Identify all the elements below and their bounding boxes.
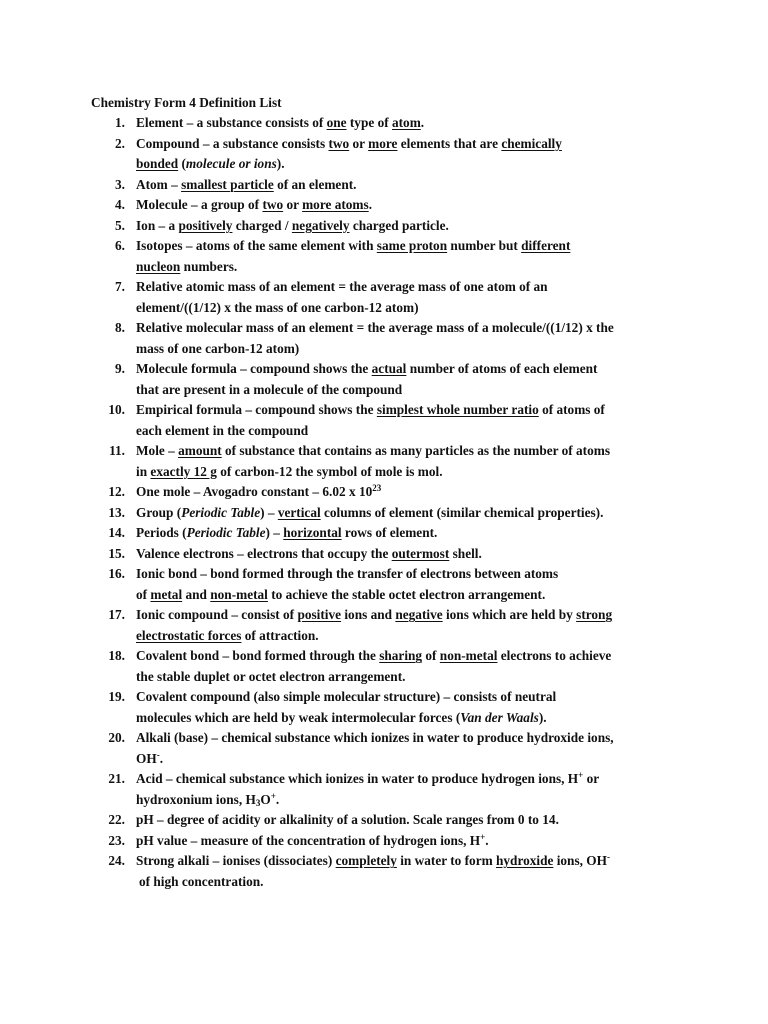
item-number: 17.	[108, 607, 125, 622]
underlined-term: electrostatic forces	[136, 627, 242, 643]
text-run: of high concentration.	[139, 873, 264, 889]
underlined-term: negative	[395, 607, 443, 622]
text-run: numbers.	[180, 258, 238, 274]
underlined-term: nucleon	[136, 258, 181, 274]
definition-text	[136, 749, 163, 770]
item-number: 20.	[108, 730, 125, 745]
definition-item	[0, 482, 768, 503]
definition-line	[0, 400, 768, 421]
text-run: .	[420, 115, 425, 130]
definition-text	[136, 585, 545, 606]
underlined-term: smallest particle	[181, 176, 274, 192]
item-number: 19.	[108, 689, 125, 704]
text-run: Empirical formula – compound shows the	[136, 402, 377, 417]
item-number: 3.	[115, 176, 125, 192]
underlined-term: one	[326, 115, 347, 130]
definition-text	[136, 175, 356, 196]
definition-line	[0, 523, 768, 544]
definition-text	[136, 790, 279, 811]
definition-text	[136, 318, 614, 339]
text-run: Strong alkali – ionises (dissociates)	[136, 853, 336, 868]
definition-text	[136, 646, 611, 667]
underlined-term: exactly 12 g	[150, 463, 217, 479]
underlined-term: strong	[576, 607, 613, 622]
definition-line	[0, 769, 768, 790]
item-number: 22.	[108, 812, 125, 827]
text-run: One mole – Avogadro constant – 6.02 x 10	[136, 484, 373, 499]
text-run: ) –	[265, 525, 284, 540]
underlined-term: amount	[178, 443, 222, 458]
italic-text: Van der Waals	[460, 709, 539, 725]
definition-text	[136, 257, 237, 278]
definition-text	[136, 113, 424, 134]
definition-line	[0, 503, 768, 524]
definition-text	[136, 503, 603, 524]
text-run: charged /	[232, 217, 292, 233]
text-run: of attraction.	[241, 627, 319, 643]
text-run: OH	[136, 750, 157, 766]
definition-line	[0, 195, 768, 216]
definition-item	[0, 277, 768, 318]
item-number: 18.	[108, 648, 125, 663]
definition-text	[136, 564, 558, 585]
text-run: the stable duplet or octet electron arrangement.	[136, 668, 406, 684]
underlined-term: same proton	[376, 238, 448, 253]
text-run: ).	[538, 709, 547, 725]
text-run: ions which are held by	[442, 607, 577, 622]
definition-line	[0, 154, 768, 175]
definition-text	[136, 380, 402, 401]
underlined-term: non-metal	[439, 648, 498, 663]
underlined-term: negatively	[291, 217, 350, 233]
definition-text	[136, 605, 612, 626]
definition-text	[136, 523, 437, 544]
definition-line	[0, 482, 768, 503]
text-run: element/((1/12) x the mass of one carbon-12 atom)	[136, 299, 419, 315]
definition-text	[136, 544, 482, 565]
definition-line	[0, 421, 768, 442]
text-run: Isotopes – atoms of the same element with	[136, 238, 377, 253]
underlined-term: positively	[178, 217, 233, 233]
definition-text	[136, 216, 449, 237]
item-number: 11.	[109, 443, 125, 458]
definition-line	[0, 872, 768, 893]
text-run: Element – a substance consists of	[136, 115, 327, 130]
definition-line	[0, 380, 768, 401]
text-run: Alkali (base) – chemical substance which ionizes in water to produce hydroxide ions,	[136, 730, 614, 745]
item-number: 9.	[115, 361, 125, 376]
definition-line	[0, 626, 768, 647]
underlined-term: outermost	[391, 545, 450, 561]
underlined-term: more atoms	[302, 197, 369, 212]
underlined-term: vertical	[277, 504, 321, 520]
definition-text	[136, 626, 319, 647]
item-number: 10.	[108, 402, 125, 417]
definition-item	[0, 810, 768, 831]
item-number: 24.	[108, 853, 125, 868]
text-run: hydroxonium ions, H	[136, 791, 256, 807]
text-run: Relative molecular mass of an element = the average mass of a molecule/((1/12) x the	[136, 320, 614, 335]
text-run: or	[283, 197, 303, 212]
definition-text	[139, 872, 263, 893]
definition-text	[136, 687, 556, 708]
text-run: ).	[276, 156, 285, 171]
definition-text	[136, 769, 599, 790]
text-run: of atoms of	[538, 402, 605, 417]
definition-line	[0, 851, 768, 872]
text-run: mass of one carbon-12 atom)	[136, 340, 300, 356]
item-number: 6.	[115, 238, 125, 253]
definition-line	[0, 544, 768, 565]
italic-text: Periodic Table	[186, 525, 266, 540]
definition-line	[0, 175, 768, 196]
text-run: to achieve the stable octet electron arrangement.	[267, 586, 546, 602]
text-run: Compound – a substance consists	[136, 135, 329, 151]
definition-line	[0, 831, 768, 852]
italic-text: molecule or ions	[185, 156, 277, 171]
underlined-term: metal	[150, 586, 183, 602]
text-run: that are present in a molecule of the compound	[136, 381, 403, 397]
item-number: 1.	[115, 115, 125, 130]
text-run: of	[422, 648, 440, 663]
italic-text: Periodic Table	[181, 504, 261, 520]
definition-item	[0, 318, 768, 359]
text-run: Molecule formula – compound shows the	[136, 361, 372, 376]
text-run: Ion – a	[136, 217, 179, 233]
superscript: -	[606, 852, 610, 862]
text-run: shell.	[449, 545, 482, 561]
text-run: in water to form	[396, 853, 496, 868]
text-run: columns of element (similar chemical properties).	[320, 504, 604, 520]
definition-line	[0, 687, 768, 708]
definition-line	[0, 257, 768, 278]
definition-line	[0, 810, 768, 831]
definition-text	[136, 851, 610, 872]
definition-text	[136, 298, 419, 319]
superscript: 23	[372, 483, 382, 493]
text-run: charged particle.	[349, 217, 449, 233]
text-run: Covalent bond – bond formed through the	[136, 648, 380, 663]
underlined-term: actual	[371, 361, 407, 376]
text-run: Periods (	[136, 525, 187, 540]
underlined-term: more	[368, 135, 398, 151]
definition-line	[0, 564, 768, 585]
definition-line	[0, 236, 768, 257]
definition-text	[136, 421, 308, 442]
definition-line	[0, 646, 768, 667]
text-run: and	[182, 586, 211, 602]
definition-line	[0, 359, 768, 380]
text-run: O	[260, 791, 271, 807]
definition-item	[0, 564, 768, 605]
text-run: of an element.	[273, 176, 357, 192]
text-run: of substance that contains as many particles as the number of atoms	[221, 443, 611, 458]
text-run: (	[178, 156, 186, 171]
definition-line	[0, 749, 768, 770]
definition-line	[0, 277, 768, 298]
definition-text	[136, 810, 559, 831]
text-run: pH – degree of acidity or alkalinity of a solution. Scale ranges from 0 to 14.	[136, 812, 559, 827]
definition-item	[0, 646, 768, 687]
item-number: 21.	[108, 771, 125, 786]
underlined-term: chemically	[501, 135, 562, 151]
text-run: of carbon-12 the symbol of mole is mol.	[216, 463, 443, 479]
item-number: 16.	[108, 566, 125, 581]
definition-item	[0, 441, 768, 482]
definition-text	[136, 359, 597, 380]
superscript: +	[270, 790, 276, 801]
definition-text	[136, 400, 605, 421]
item-number: 8.	[115, 320, 125, 335]
definition-item	[0, 195, 768, 216]
definition-item	[0, 728, 768, 769]
definition-line	[0, 441, 768, 462]
definition-line	[0, 462, 768, 483]
text-run: Group (	[136, 504, 182, 520]
definition-text	[136, 277, 548, 298]
text-run: Molecule – a group of	[136, 197, 263, 212]
underlined-term: two	[262, 197, 284, 212]
definition-text	[136, 708, 547, 729]
definition-line	[0, 605, 768, 626]
item-number: 4.	[115, 197, 125, 212]
underlined-term: sharing	[379, 648, 423, 663]
text-run: ions, OH	[553, 853, 607, 868]
definition-item	[0, 113, 768, 134]
definition-item	[0, 544, 768, 565]
definition-item	[0, 134, 768, 175]
definition-line	[0, 216, 768, 237]
item-number: 14.	[108, 525, 125, 540]
definition-line	[0, 298, 768, 319]
underlined-term: hydroxide	[496, 853, 554, 868]
text-run: .	[485, 832, 489, 848]
definition-line	[0, 708, 768, 729]
text-run: .	[275, 791, 280, 807]
definition-line	[0, 728, 768, 749]
text-run: type of	[346, 115, 392, 130]
definition-item	[0, 236, 768, 277]
superscript: -	[156, 749, 160, 760]
text-run: number but	[447, 238, 522, 253]
text-run: .	[368, 197, 373, 212]
definition-item	[0, 400, 768, 441]
item-number: 23.	[108, 832, 125, 848]
text-run: or	[583, 771, 600, 786]
underlined-term: simplest whole number ratio	[376, 402, 539, 417]
underlined-term: completely	[335, 853, 397, 868]
text-run: molecules which are held by weak intermolecular forces (	[136, 709, 461, 725]
definition-item	[0, 523, 768, 544]
definition-list	[0, 113, 768, 892]
definition-line	[0, 318, 768, 339]
definition-item	[0, 216, 768, 237]
definition-text	[136, 482, 381, 503]
definition-text	[136, 728, 614, 749]
underlined-term: positive	[297, 607, 342, 622]
underlined-term: horizontal	[283, 525, 342, 540]
text-run: Atom –	[136, 176, 182, 192]
text-run: each element in the compound	[136, 422, 309, 438]
definition-text	[136, 667, 405, 688]
text-run: elements that are	[397, 135, 502, 151]
item-number: 13.	[108, 504, 125, 520]
text-run: Ionic bond – bond formed through the transfer of electrons between atoms	[136, 566, 559, 581]
definition-item	[0, 359, 768, 400]
item-number: 12.	[108, 484, 125, 499]
page-title: Chemistry Form 4 Definition List	[91, 95, 282, 110]
definition-item	[0, 831, 768, 852]
definition-item	[0, 175, 768, 196]
text-run: rows of element.	[341, 525, 438, 540]
definition-text	[136, 462, 443, 483]
underlined-term: non-metal	[210, 586, 268, 602]
text-run: .	[159, 750, 164, 766]
item-number: 7.	[115, 279, 125, 294]
definition-text	[136, 154, 285, 175]
definition-line	[0, 134, 768, 155]
text-run: pH value – measure of the concentration of hydrogen ions, H	[136, 832, 481, 848]
text-run: electrons to achieve	[497, 648, 612, 663]
superscript: +	[480, 831, 486, 842]
definition-item	[0, 605, 768, 646]
text-run: or	[349, 135, 369, 151]
definition-item	[0, 687, 768, 728]
definition-text	[136, 441, 610, 462]
underlined-term: bonded	[136, 156, 179, 171]
underlined-term: atom	[391, 115, 421, 130]
item-number: 15.	[108, 545, 125, 561]
definition-text	[136, 134, 562, 155]
item-number: 2.	[115, 135, 125, 151]
definition-text	[136, 339, 299, 360]
superscript: +	[578, 770, 584, 780]
definition-line	[0, 667, 768, 688]
text-run: Valence electrons – electrons that occupy the	[136, 545, 392, 561]
text-run: number of atoms of each element	[406, 361, 598, 376]
item-number: 5.	[115, 217, 125, 233]
text-run: Mole –	[136, 443, 179, 458]
text-run: in	[136, 463, 151, 479]
definition-text	[136, 236, 570, 257]
text-run: Ionic compound – consist of	[136, 607, 298, 622]
definition-text	[136, 831, 489, 852]
text-run: Covalent compound (also simple molecular structure) – consists of neutral	[136, 689, 557, 704]
definition-line	[0, 339, 768, 360]
definition-line	[0, 585, 768, 606]
text-run: ions and	[341, 607, 396, 622]
underlined-term: different	[521, 238, 571, 253]
definition-item	[0, 503, 768, 524]
underlined-term: two	[328, 135, 350, 151]
subscript: 3	[255, 797, 261, 808]
text-run: ) –	[260, 504, 278, 520]
definition-line	[0, 113, 768, 134]
definition-line	[0, 790, 768, 811]
text-run: Acid – chemical substance which ionizes in water to produce hydrogen ions, H	[136, 771, 579, 786]
definition-text	[136, 195, 372, 216]
text-run: Relative atomic mass of an element = the average mass of one atom of an	[136, 279, 548, 294]
definition-item	[0, 769, 768, 810]
definition-item	[0, 851, 768, 892]
text-run: of	[136, 586, 151, 602]
